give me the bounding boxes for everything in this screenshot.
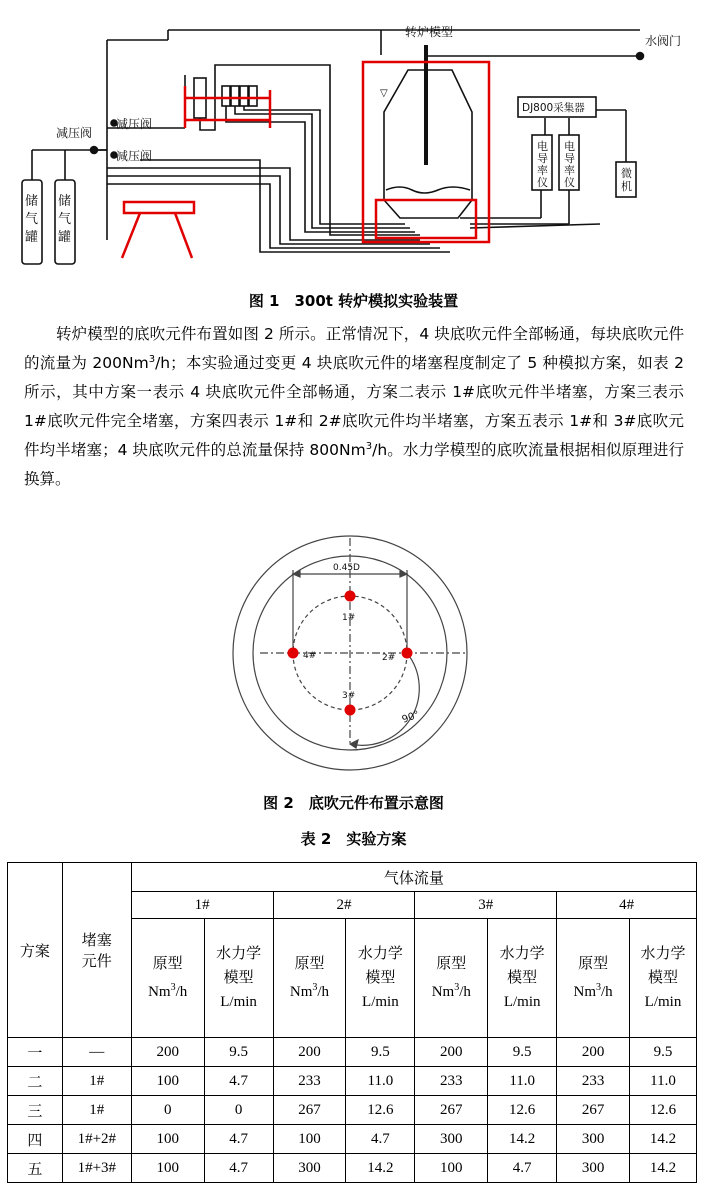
header-model-2 xyxy=(346,919,415,1038)
model-label: 水力学模型 xyxy=(640,946,686,986)
tuyere-label-3: 3# xyxy=(342,691,356,701)
cell-value: 14.2 xyxy=(488,1125,557,1154)
cell-blocked: 1# xyxy=(62,1096,131,1125)
cell-value: 200 xyxy=(273,1038,346,1067)
cell-blocked: 1#+2# xyxy=(62,1125,131,1154)
cell-value: 0 xyxy=(131,1096,204,1125)
proto-label: 原型 xyxy=(294,956,325,972)
figure2-caption: 图 2 底吹元件布置示意图 xyxy=(263,794,444,812)
header-scheme: 方案 xyxy=(8,863,63,1038)
proto-unit-tail: /h xyxy=(459,984,471,1000)
table-row xyxy=(8,1038,697,1067)
cell-value: 267 xyxy=(273,1096,346,1125)
cell-scheme: 三 xyxy=(8,1096,63,1125)
label-water-valve: 水阀门 xyxy=(645,34,682,48)
header-proto-1 xyxy=(131,919,204,1038)
proto-unit: Nm xyxy=(573,984,596,1000)
cell-value: 100 xyxy=(273,1125,346,1154)
proto-label: 原型 xyxy=(436,956,467,972)
cell-value: 11.0 xyxy=(488,1067,557,1096)
label-reducing-valve-left: 减压阀 xyxy=(56,126,93,140)
cell-value: 9.5 xyxy=(204,1038,273,1067)
cell-value: 233 xyxy=(273,1067,346,1096)
cell-value: 4.7 xyxy=(346,1125,415,1154)
proto-label: 原型 xyxy=(152,956,183,972)
header-proto-3 xyxy=(415,919,488,1038)
cell-value: 300 xyxy=(557,1154,630,1183)
cell-scheme: 四 xyxy=(8,1125,63,1154)
proto-label: 原型 xyxy=(578,956,609,972)
header-blocked-text: 堵塞元件 xyxy=(81,933,112,970)
cell-value: 300 xyxy=(415,1125,488,1154)
proto-unit-sup: 3 xyxy=(312,982,318,993)
header-model-4 xyxy=(630,919,697,1038)
proto-unit: Nm xyxy=(148,984,171,1000)
tuyere-marker-1 xyxy=(345,591,356,602)
cell-value: 11.0 xyxy=(630,1067,697,1096)
header-proto-2 xyxy=(273,919,346,1038)
cell-value: 9.5 xyxy=(346,1038,415,1067)
cell-value: 4.7 xyxy=(204,1125,273,1154)
label-dj800: DJ800采集器 xyxy=(522,102,585,114)
label-meter-1: 电导率仪 xyxy=(537,140,548,189)
model-label: 水力学模型 xyxy=(357,946,403,986)
cell-value: 11.0 xyxy=(346,1067,415,1096)
tuyere-label-4: 4# xyxy=(303,651,317,661)
cell-value: 0 xyxy=(204,1096,273,1125)
label-reducing-valve-mid: 减压阀 xyxy=(116,149,153,163)
label-gas-tank-2: 储气罐 xyxy=(58,194,72,245)
table-row xyxy=(8,1154,697,1183)
proto-unit: Nm xyxy=(289,984,313,1000)
cell-value: 200 xyxy=(131,1038,204,1067)
proto-unit: Nm xyxy=(431,984,455,1000)
proto-unit-tail: /h xyxy=(175,984,188,1000)
model-unit: L/min xyxy=(220,994,257,1010)
proto-unit-tail: /h xyxy=(600,984,613,1000)
header-tuyere-3: 3# xyxy=(415,892,557,919)
cell-value: 4.7 xyxy=(204,1154,273,1183)
cell-value: 9.5 xyxy=(630,1038,697,1067)
model-label: 水力学模型 xyxy=(499,946,545,986)
cell-value: 12.6 xyxy=(346,1096,415,1125)
header-row-1 xyxy=(8,863,697,892)
cell-value: 267 xyxy=(415,1096,488,1125)
experiment-plan-table xyxy=(7,862,697,1183)
proto-unit-sup: 3 xyxy=(454,982,460,993)
cell-blocked: 1# xyxy=(62,1067,131,1096)
proto-unit-tail: /h xyxy=(317,984,330,1000)
label-meter-2: 电导率仪 xyxy=(564,140,575,189)
tuyere-marker-2 xyxy=(402,648,413,659)
cell-blocked: — xyxy=(62,1038,131,1067)
figure1-apparatus-diagram xyxy=(0,0,707,275)
diameter-label: 0.45D xyxy=(333,563,360,573)
model-label: 水力学模型 xyxy=(216,946,262,986)
header-model-1 xyxy=(204,919,273,1038)
header-tuyere-1: 1# xyxy=(131,892,273,919)
cell-value: 200 xyxy=(557,1038,630,1067)
cell-value: 100 xyxy=(131,1125,204,1154)
svg-text:▽: ▽ xyxy=(380,88,388,99)
body-paragraph: 转炉模型的底吹元件布置如图 2 所示。正常情况下，4 块底吹元件全部畅通，每块底吹元件的流量为 200Nm$^3$/h；本实验通过变更 4 块底吹元件的堵塞程度制定了 5 种模拟方案，如表 2 所示，其中方案一表示 4 块底吹元件全部畅通，方案二表示 1#底吹元件半堵塞，方案三表示 1#底吹元件完全堵塞，方案四表示 1#和 2#底吹元件均半堵塞，方案五表示 1#和 3#底吹元件均半堵塞；4 块底吹元件的总流量保持 800Nm$^3$/h。水力学模型的底吹流量根据相似原理进行换算。 xyxy=(24,325,684,488)
angle-label: 90° xyxy=(400,709,422,726)
cell-value: 300 xyxy=(557,1125,630,1154)
label-gas-tank-1: 储气罐 xyxy=(25,194,39,245)
cell-blocked: 1#+3# xyxy=(62,1154,131,1183)
cell-value: 12.6 xyxy=(488,1096,557,1125)
proto-unit-sup: 3 xyxy=(595,982,601,993)
cell-value: 100 xyxy=(131,1154,204,1183)
cell-value: 4.7 xyxy=(204,1067,273,1096)
cell-value: 14.2 xyxy=(630,1154,697,1183)
cell-value: 4.7 xyxy=(488,1154,557,1183)
cell-scheme: 五 xyxy=(8,1154,63,1183)
header-gas-flow: 气体流量 xyxy=(131,863,696,892)
proto-unit-sup: 3 xyxy=(170,982,176,993)
model-unit: L/min xyxy=(644,994,682,1010)
header-tuyere-2: 2# xyxy=(273,892,415,919)
tuyere-marker-4 xyxy=(288,648,299,659)
header-proto-4 xyxy=(557,919,630,1038)
cell-value: 9.5 xyxy=(488,1038,557,1067)
cell-value: 233 xyxy=(557,1067,630,1096)
model-unit: L/min xyxy=(362,994,399,1010)
cell-value: 12.6 xyxy=(630,1096,697,1125)
table-row xyxy=(8,1125,697,1154)
cell-value: 200 xyxy=(415,1038,488,1067)
header-blocked xyxy=(62,863,131,1038)
label-computer: 微机 xyxy=(621,167,632,193)
cell-value: 267 xyxy=(557,1096,630,1125)
table-body xyxy=(8,863,697,1183)
cell-value: 100 xyxy=(131,1067,204,1096)
figure2-tuyere-layout xyxy=(230,528,475,773)
header-model-3 xyxy=(488,919,557,1038)
cell-value: 300 xyxy=(273,1154,346,1183)
header-tuyere-4: 4# xyxy=(557,892,697,919)
table2-caption: 表 2 实验方案 xyxy=(300,830,407,848)
table-row xyxy=(8,1067,697,1096)
tuyere-label-2: 2# xyxy=(382,653,396,663)
label-reducing-valve-top: 减压阀 xyxy=(116,117,153,131)
cell-scheme: 一 xyxy=(8,1038,63,1067)
tuyere-label-1: 1# xyxy=(342,613,356,623)
model-unit: L/min xyxy=(503,994,541,1010)
cell-value: 233 xyxy=(415,1067,488,1096)
cell-value: 14.2 xyxy=(630,1125,697,1154)
cell-value: 100 xyxy=(415,1154,488,1183)
cell-value: 14.2 xyxy=(346,1154,415,1183)
figure1-caption: 图 1 300t 转炉模拟实验装置 xyxy=(248,292,459,310)
tuyere-marker-3 xyxy=(345,705,356,716)
angle-arc xyxy=(350,653,422,745)
label-converter-model: 转炉模型 xyxy=(405,25,454,39)
cell-scheme: 二 xyxy=(8,1067,63,1096)
table-row xyxy=(8,1096,697,1125)
